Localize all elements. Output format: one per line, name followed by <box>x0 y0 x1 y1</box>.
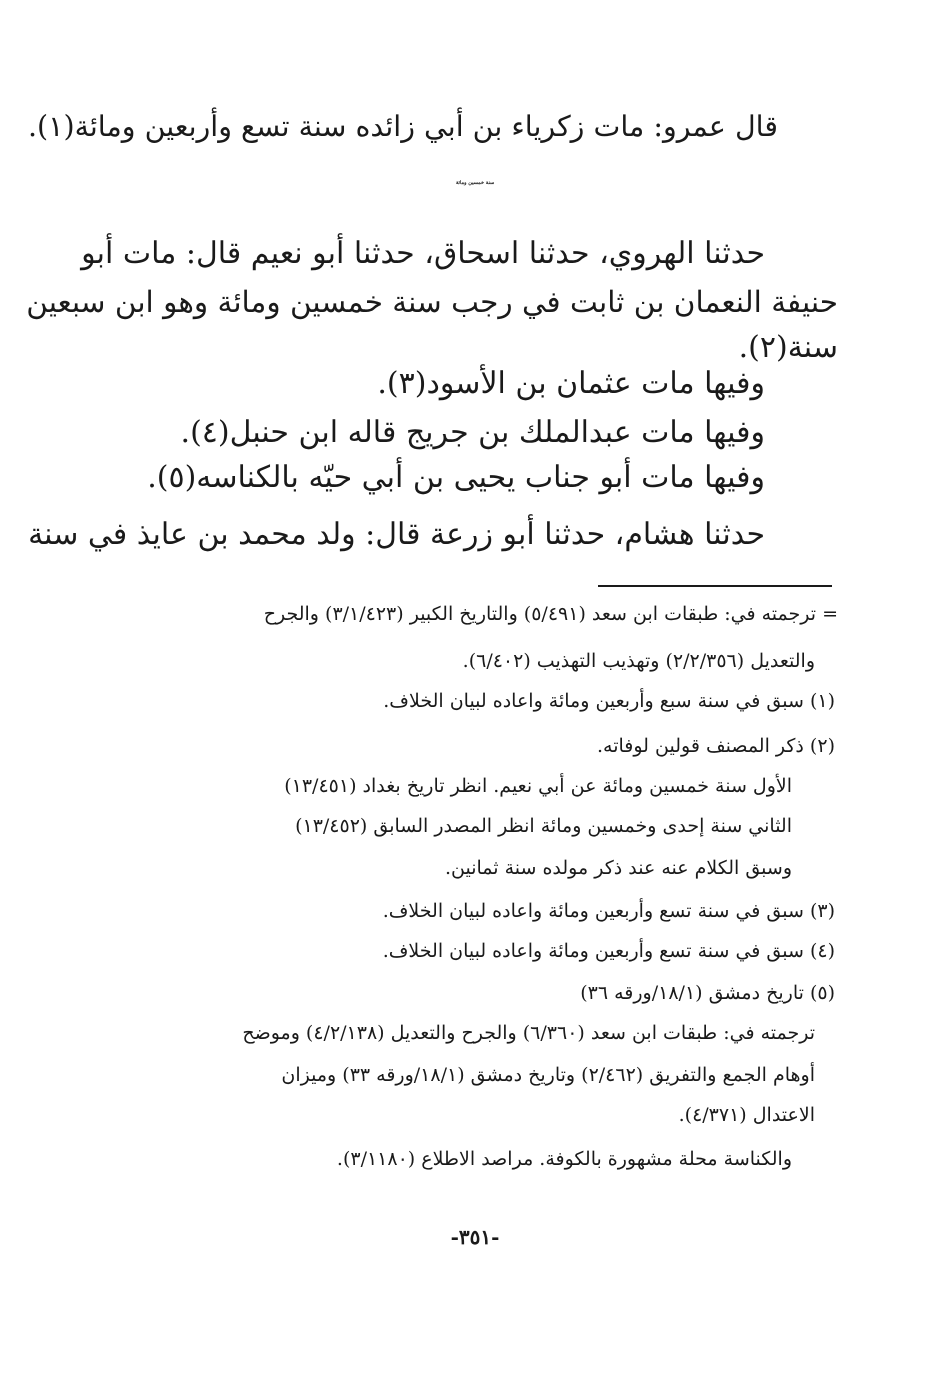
footnote-line: الثاني سنة إحدى وخمسين ومائة انظر المصدر السابق (١٣/٤٥٢) <box>295 815 792 837</box>
footnote-divider <box>598 585 832 587</box>
footnote-line: (٤) سبق في سنة تسع وأربعين ومائة واعاده لبيان الخلاف. <box>382 940 835 962</box>
footnote-line: والكناسة محلة مشهورة بالكوفة. مراصد الاطلاع (٣/١١٨٠). <box>336 1148 792 1170</box>
text-line: حنيفة النعمان بن ثابت في رجب سنة خمسين ومائة وهو ابن سبعين <box>26 285 838 319</box>
text-line: وفيها مات عثمان بن الأسود(٣). <box>377 366 765 401</box>
page-number: -٣٥١- <box>450 1225 500 1249</box>
footnote-line: أوهام الجمع والتفريق (٢/٤٦٢) وتاريخ دمشق (١٨/١/ورقه ٣٣) وميزان <box>281 1064 815 1086</box>
text-line: حدثنا هشام، حدثنا أبو زرعة قال: ولد محمد بن عايذ في سنة <box>28 517 765 552</box>
footnote-line: وسبق الكلام عنه عند ذكر مولده سنة ثمانين. <box>444 857 792 879</box>
text-line: وفيها مات أبو جناب يحيى بن أبي حيّه بالكناسه(٥). <box>147 460 765 495</box>
footnote-line: ترجمته في: طبقات ابن سعد (٦/٣٦٠) والجرح والتعديل (٤/٢/١٣٨) وموضح <box>242 1022 815 1044</box>
text-line: حدثنا الهروي، حدثنا اسحاق، حدثنا أبو نعيم قال: مات أبو <box>81 236 765 271</box>
text-line: قال عمرو: مات زكرياء بن أبي زائده سنة تسع وأربعين ومائة(١). <box>27 110 778 143</box>
footnote-line: (٥) تاريخ دمشق (١٨/١/ورقه ٣٦) <box>580 982 835 1004</box>
footnote-line: والتعديل (٢/٢/٣٥٦) وتهذيب التهذيب (٦/٤٠٢). <box>462 650 815 672</box>
section-heading: سنة خمسين ومائة <box>455 180 495 186</box>
footnote-line: الأول سنة خمسين ومائة عن أبي نعيم. انظر تاريخ بغداد (١٣/٤٥١) <box>284 775 792 797</box>
text-line: سنة(٢). <box>738 330 838 365</box>
footnote-line: = ترجمته في: طبقات ابن سعد (٥/٤٩١) والتاريخ الكبير (٣/١/٤٢٣) والجرح <box>263 603 838 625</box>
text-line: وفيها مات عبدالملك بن جريج قاله ابن حنبل(٤). <box>180 415 765 450</box>
footnote-line: (٢) ذكر المصنف قولين لوفاته. <box>596 735 835 757</box>
footnote-line: (١) سبق في سنة سبع وأربعين ومائة واعاده لبيان الخلاف. <box>383 690 835 712</box>
footnote-line: الاعتدال (٤/٣٧١). <box>678 1104 815 1126</box>
footnote-line: (٣) سبق في سنة تسع وأربعين ومائة واعاده لبيان الخلاف. <box>382 900 835 922</box>
